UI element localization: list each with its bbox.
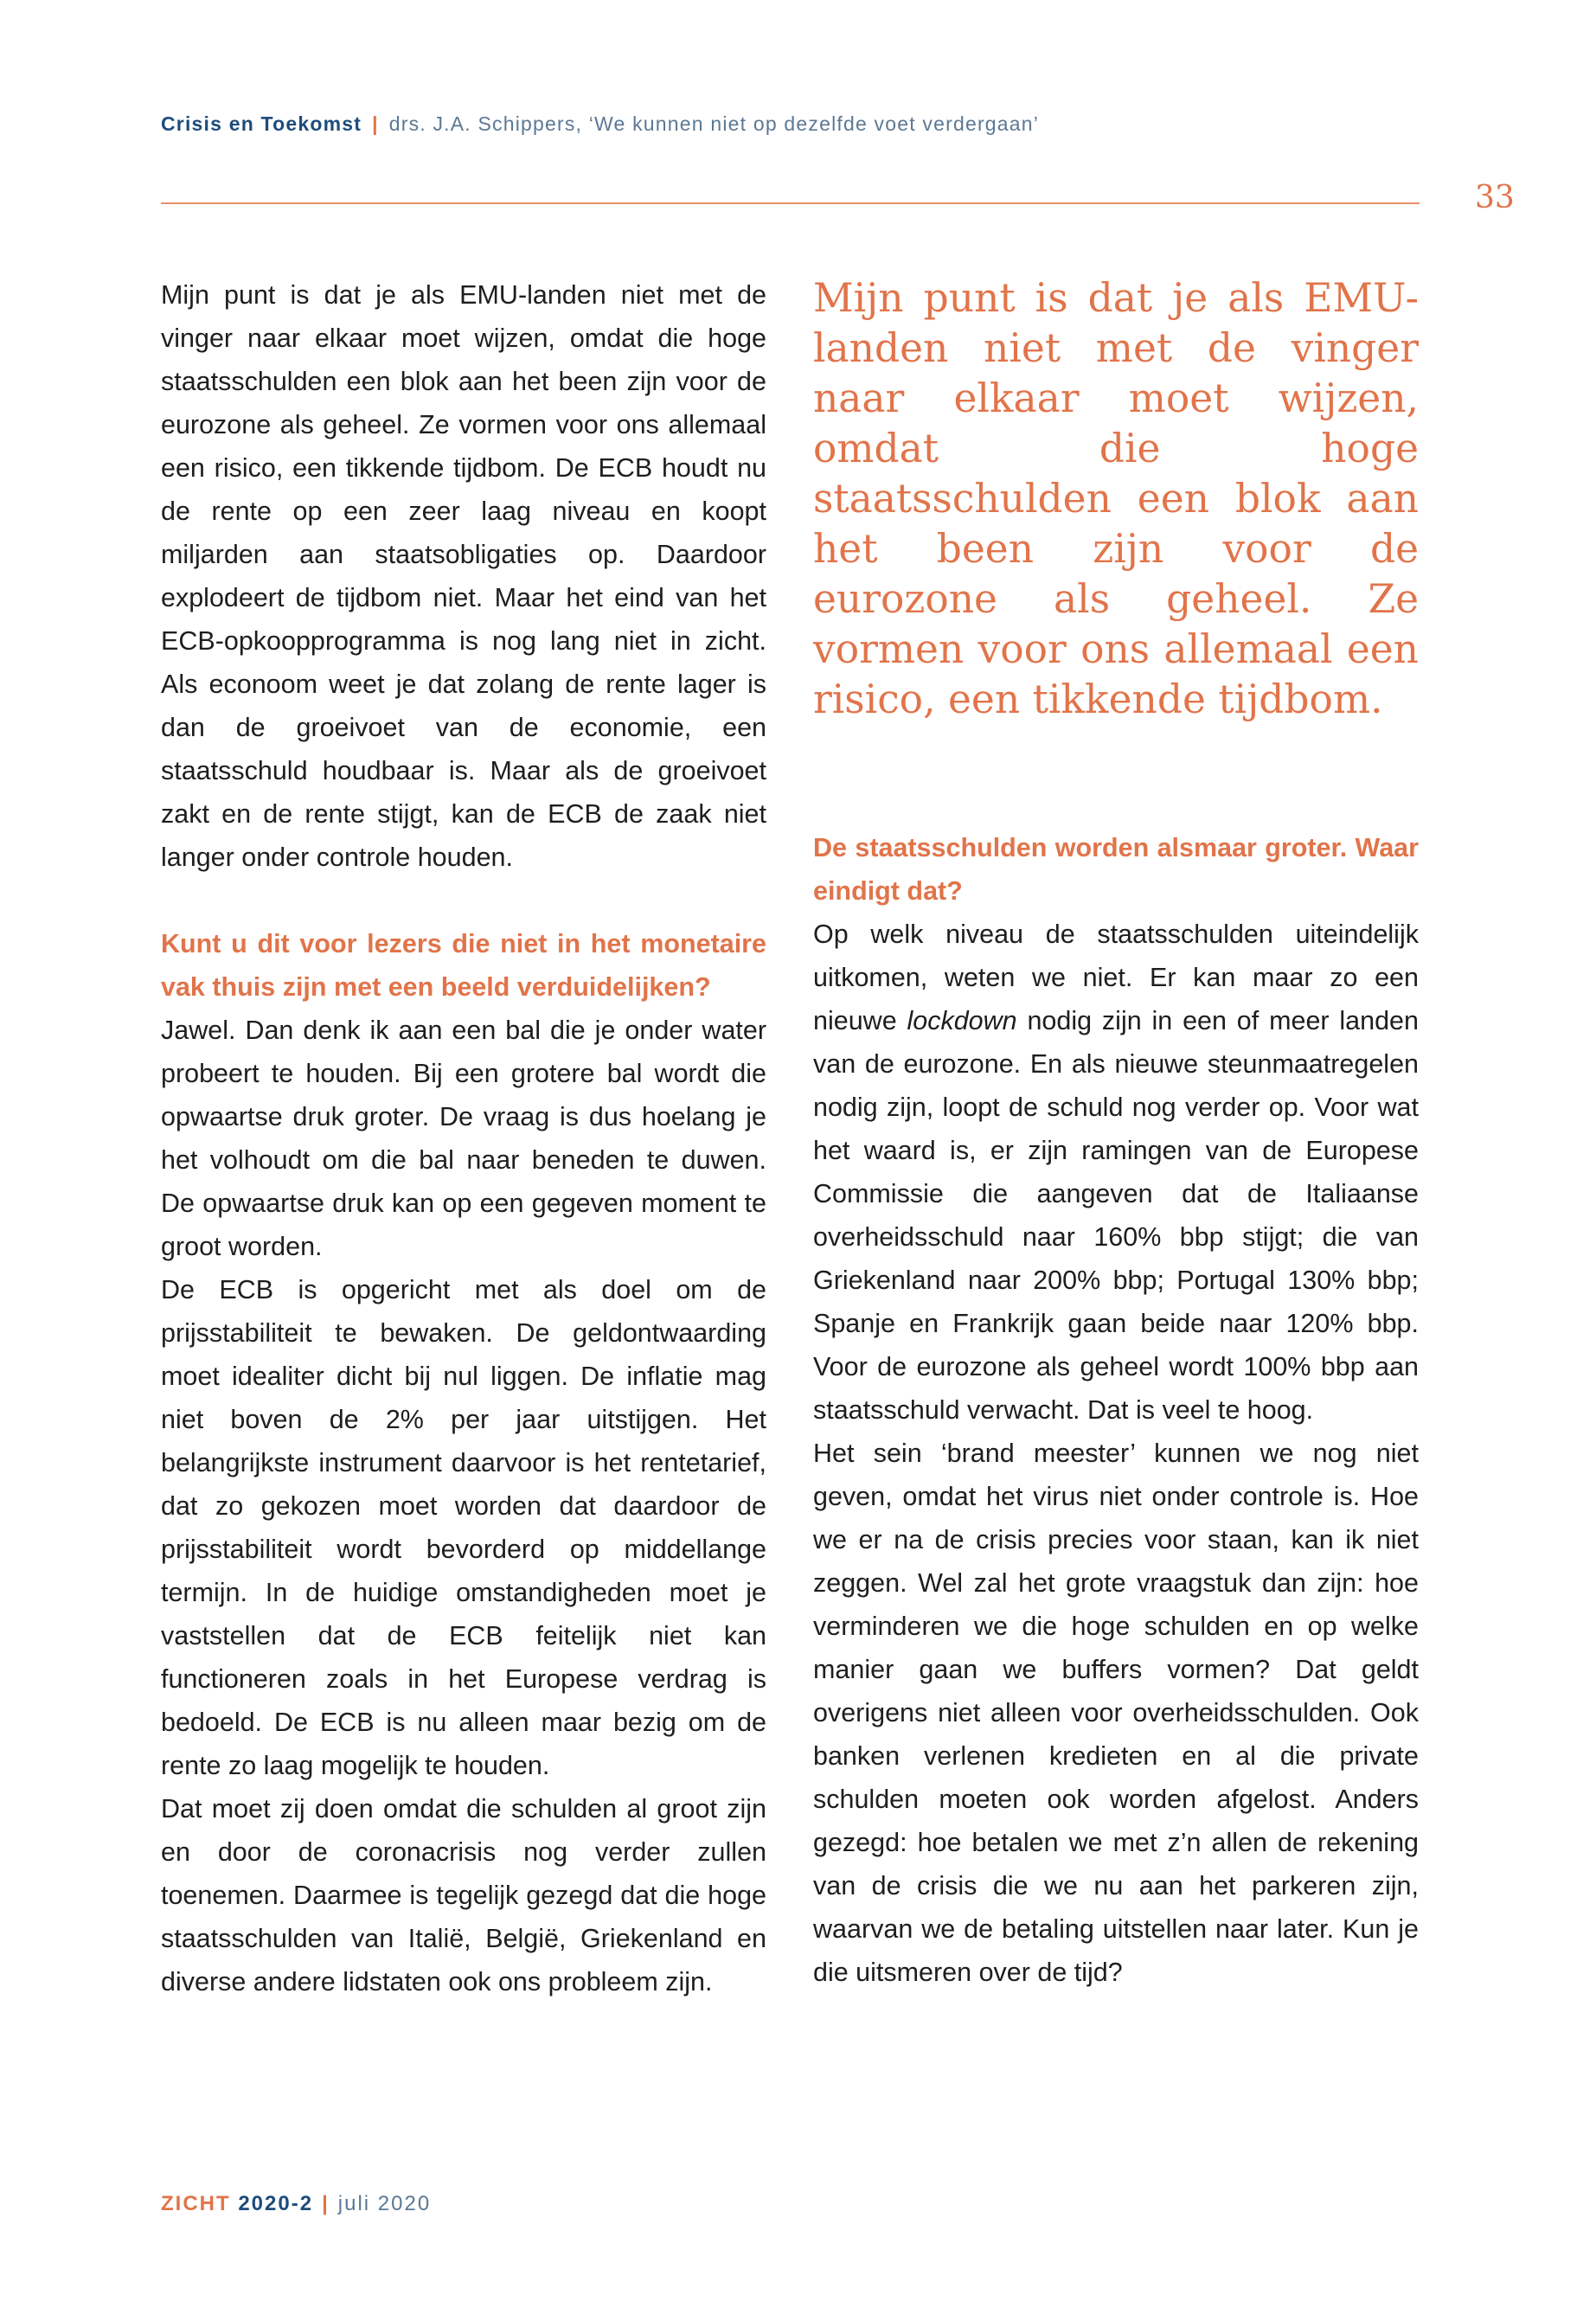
interview-question: Kunt u dit voor lezers die niet in het monetaire vak thuis zijn met een beeld verduidelijken?: [161, 929, 766, 1002]
header-separator: |: [372, 112, 379, 135]
paragraph: De ECB is opgericht met als doel om de prijsstabiliteit te bewaken. De geldontwaarding moet idealiter dicht bij nul liggen. De inflatie mag niet boven de 2% per jaar uitstijgen. Het belangrijkste instrument daarvoor is het rentetarief, dat zo gekozen moet worden dat daardoor de prijsstabiliteit wordt bevorderd op middellange termijn. In de huidige omstandigheden moet je vaststellen dat de ECB feitelijk niet kan functioneren zoals in het Europese verdrag is bedoeld. De ECB is nu alleen maar bezig om de rente zo laag mogelijk te houden.: [161, 1275, 766, 1780]
interview-question: De staatsschulden worden alsmaar groter. Waar eindigt dat?: [813, 833, 1419, 906]
issue-date: juli 2020: [337, 2192, 432, 2215]
footer-separator: |: [322, 2192, 330, 2215]
paragraph-text: Op welk niveau de staatsschulden uiteindelijk uitkomen, weten we niet. Er kan maar zo een nieuwe: [813, 920, 1419, 1035]
emphasis-text: lockdown: [907, 1006, 1017, 1035]
footer: [161, 2192, 431, 2216]
paragraph-text: nodig zijn in een of meer landen van de eurozone. En als nieuwe steunmaatregelen nodig zijn, loopt de schuld nog verder op. Voor wat het waard is, er zijn ramingen van de Europese Commissie die aangeven dat de Italiaanse overheidsschuld naar 160% bbp stijgt; die van Griekenland naar 200% bbp; Portugal 130% bbp; Spanje en Frankrijk gaan beide naar 120% bbp. Voor de eurozone als geheel wordt 100% bbp aan staatsschuld verwacht. Dat is veel te hoog.: [813, 1006, 1419, 1425]
article-reference: drs. J.A. Schippers, ‘We kunnen niet op dezelfde voet verdergaan’: [388, 112, 1040, 135]
header-rule: [161, 202, 1420, 204]
paragraph: [813, 913, 1419, 1432]
right-column: [813, 273, 1419, 1994]
running-header: [161, 112, 1039, 136]
page-number: 33: [1475, 180, 1515, 215]
pull-quote: Mijn punt is dat je als EMU-landen niet met de vinger naar elkaar moet wijzen, omdat die hoge staatsschulden een blok aan het been zijn voor de eurozone als geheel. Ze vormen voor ons allemaal een risico, een tikkende tijdbom.: [813, 275, 1419, 722]
issue-number: 2020-2: [238, 2192, 314, 2215]
paragraph: Dat moet zij doen omdat die schulden al groot zijn en door de coronacrisis nog verder zullen toenemen. Daarmee is tegelijk gezegd dat die hoge staatsschulden van Italië, België, Griekenland en diverse andere lidstaten ook ons probleem zijn.: [161, 1794, 766, 1997]
paragraph: Het sein ‘brand meester’ kunnen we nog niet geven, omdat het virus niet onder controle is. Hoe we er na de crisis precies voor staan, kan ik niet zeggen. Wel zal het grote vraagstuk dan zijn: hoe verminderen we die hoge schulden en op welke manier gaan we buffers vormen? Dat geldt overigens niet alleen voor overheidsschulden. Ook banken verlenen kredieten en al die private schulden moeten ook worden afgelost. Anders gezegd: hoe betalen we met z’n allen de rekening van de crisis die we nu aan het parkeren zijn, waarvan we de betaling uitstellen naar later. Kun je die uitsmeren over de tijd?: [813, 1439, 1419, 1987]
paragraph: Jawel. Dan denk ik aan een bal die je onder water probeert te houden. Bij een grotere bal wordt die opwaartse druk groter. De vraag is dus hoelang je het volhoudt om die bal naar beneden te duwen. De opwaartse druk kan op een gegeven moment te groot worden.: [161, 1016, 766, 1261]
paragraph: Mijn punt is dat je als EMU-landen niet met de vinger naar elkaar moet wijzen, omdat die hoge staatsschulden een blok aan het been zijn voor de eurozone als geheel. Ze vormen voor ons allemaal een risico, een tikkende tijdbom. De ECB houdt nu de rente op een zeer laag niveau en koopt miljarden aan staatsobligaties op. Daardoor explodeert de tijdbom niet. Maar het eind van het ECB-opkoopprogramma is nog lang niet in zicht. Als econoom weet je dat zolang de rente lager is dan de groeivoet van de economie, een staatsschuld houdbaar is. Maar als de groeivoet zakt en de rente stijgt, kan de ECB de zaak niet langer onder controle houden.: [161, 280, 766, 872]
magazine-name: ZICHT: [161, 2192, 231, 2215]
series-title: Crisis en Toekomst: [161, 112, 362, 135]
left-column: [161, 273, 766, 2003]
